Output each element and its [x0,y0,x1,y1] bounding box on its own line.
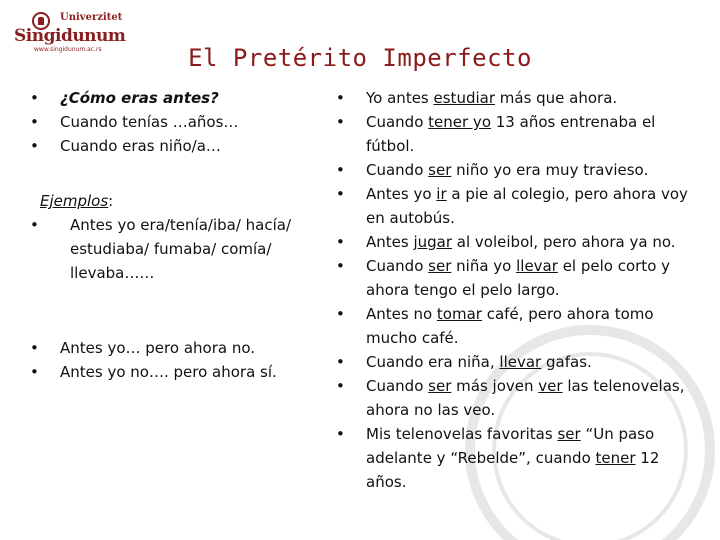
list-item: • Antes yo era/tenía/iba/ hacía/ estudiaba/ fumaba/ comía/ llevaba…… [30,213,330,285]
list-item: • Yo antes estudiar más que ahora. [336,86,688,110]
list-item: • Cuando tener yo 13 años entrenaba el fútbol. [336,110,688,158]
examples-list [30,213,330,285]
list-item: • Antes yo… pero ahora no. [30,336,320,360]
examples-colon: : [108,192,114,210]
list-item: • Mis telenovelas favoritas ser “Un paso adelante y “Rebelde”, cuando tener 12 años. [336,422,688,494]
list-item: • Cuando ser niño yo era muy travieso. [336,158,688,182]
list-item: • Antes yo no…. pero ahora sí. [30,360,320,384]
slide-title: El Pretérito Imperfecto [188,44,532,72]
left-top-list [30,86,320,158]
list-item: • Cuando ser niña yo llevar el pelo corto y ahora tengo el pelo largo. [336,254,688,302]
logo-university-label: Univerzitet [60,12,123,23]
list-item: • Antes jugar al voleibol, pero ahora ya no. [336,230,688,254]
logo-name: Singidunum [14,26,126,46]
list-item: • Antes no tomar café, pero ahora tomo mucho café. [336,302,688,350]
list-item: • Cuando tenías …años… [30,110,320,134]
question-text: ¿Cómo eras antes? [60,89,219,107]
list-item: • Cuando eras niño/a… [30,134,320,158]
examples-heading [40,189,113,213]
left-bottom-list [30,336,320,384]
list-item: • Cuando era niña, llevar gafas. [336,350,688,374]
list-item: • Antes yo ir a pie al colegio, pero ahora voy en autobús. [336,182,688,230]
right-examples-list [336,86,688,494]
logo-url: www.singidunum.ac.rs [34,46,102,53]
examples-label: Ejemplos [40,192,109,210]
list-item: • Cuando ser más joven ver las telenovelas, ahora no las veo. [336,374,688,422]
list-item [30,86,320,110]
